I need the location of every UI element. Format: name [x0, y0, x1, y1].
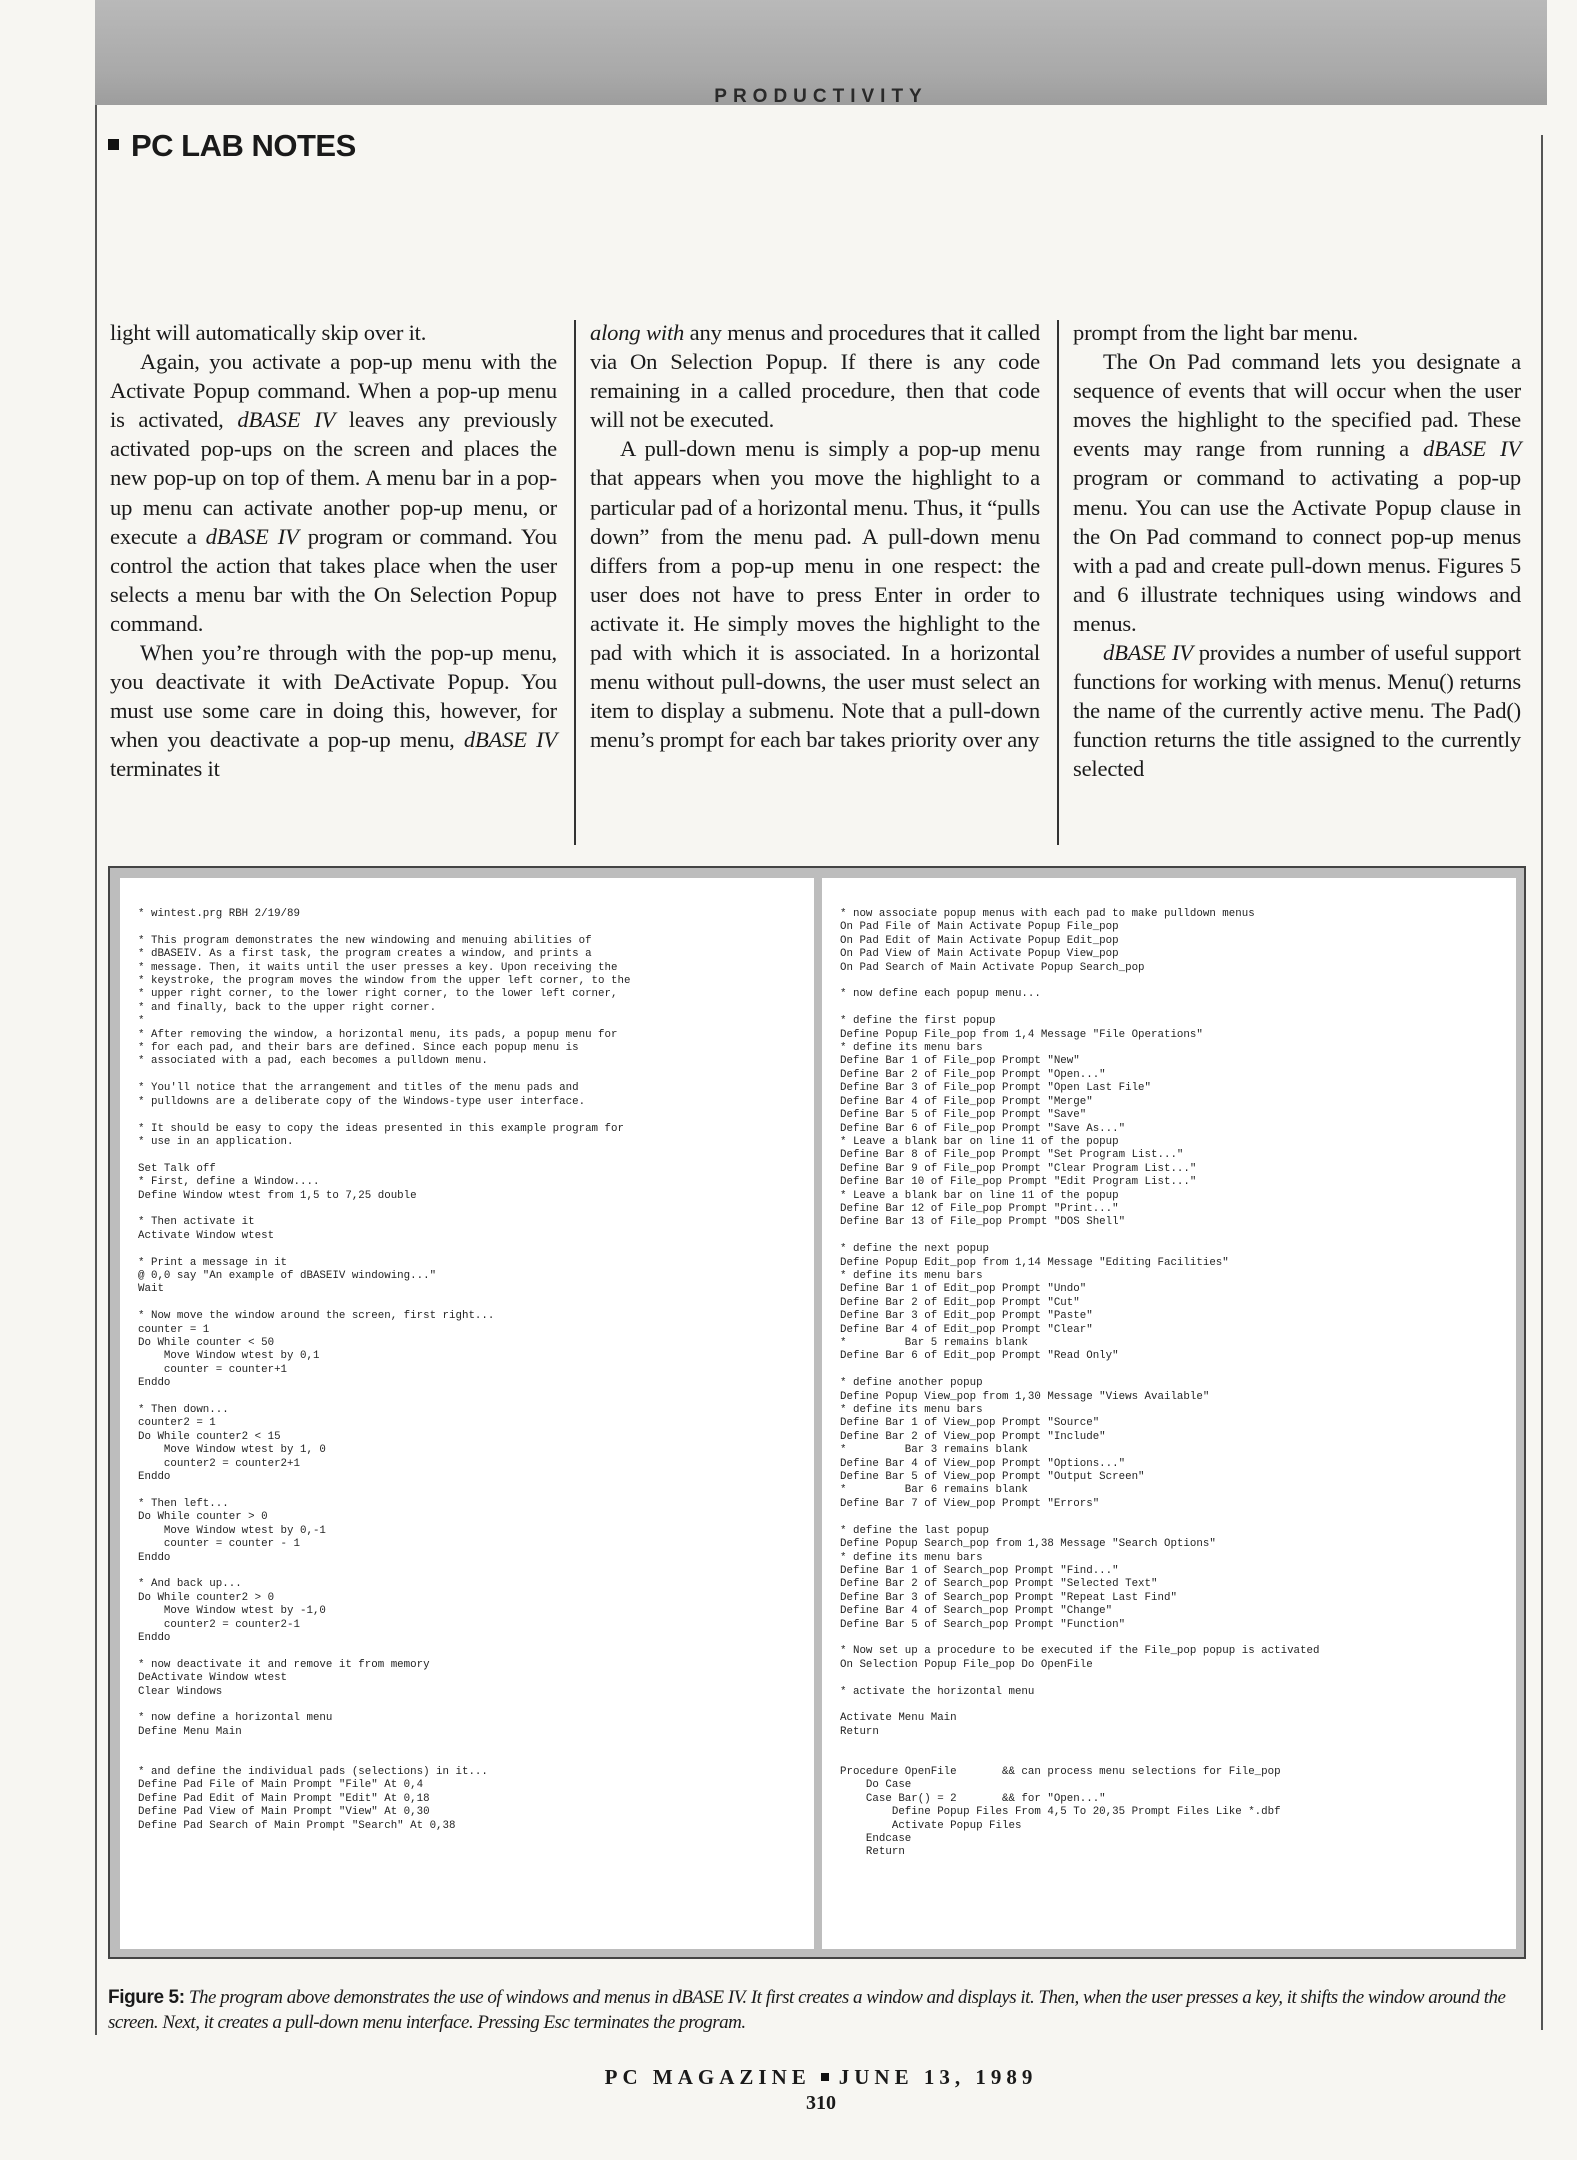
- left-rule: [95, 105, 97, 2035]
- code-listing-left: * wintest.prg RBH 2/19/89 * This program demonstrates the new windowing and menuing abilities of * dBASEIV. As a first task, the program creates a window, and prints a * message. Then, it waits until the user presses a key. Upon receiving the * keystroke, the program moves the window from the upper left corner, to the * upper right corner, to the lower right corner, to the lower left corner, * and finally, back to the upper right corner. * * After removing the window, a horizontal menu, its pads, a popup menu for * for each pad, and their bars are defined. Since each popup menu is * associated with a pad, each becomes a pulldown menu. * You'll notice that the arrangement and titles of the menu pads and * pulldowns are a deliberate copy of the Windows-type user interface. * It should be easy to copy the ideas presented in this example program for * use in an application. Set Talk off * First, define a Window.... Define Window wtest from 1,5 to 7,25 double * Then activate it Activate Window wtest * Print a message in it @ 0,0 say "An example of dBASEIV windowing..." Wait * Now move the window around the screen, first right... counter = 1 Do While counter < 50 Move Window wtest by 0,1 counter = counter+1 Enddo * Then down... counter2 = 1 Do While counter2 < 15 Move Window wtest by 1, 0 counter2 = counter2+1 Enddo * Then left... Do While counter > 0 Move Window wtest by 0,-1 counter = counter - 1 Enddo * And back up... Do While counter2 > 0 Move Window wtest by -1,0 counter2 = counter2-1 Enddo * now deactivate it and remove it from memory DeActivate Window wtest Clear Windows * now define a horizontal menu Define Menu Main * and define the individual pads (selections) in it... Define Pad File of Main Prompt "File" At 0,4 Define Pad Edit of Main Prompt "Edit" At 0,18 Define Pad View of Main Prompt "View" At 0,30 Define Pad Search of Main Prompt "Search" At 0,38: [138, 908, 631, 1832]
- article-paragraph: along with any menus and procedures that it called via On Selection Popup. If there is any code remaining in a called procedure, then that code will not be executed.: [590, 320, 1040, 433]
- code-panel-left: [120, 878, 814, 1949]
- figure-listing: [108, 866, 1526, 1959]
- right-rule: [1541, 135, 1543, 2030]
- article-column-3: [1073, 318, 1521, 784]
- caption-text: The program above demonstrates the use of windows and menus in dBASE IV. It first creates a window and displays it. Then, when the user presses a key, it shifts the window around the screen. Next, it creates a pull-down menu interface. Pressing Esc terminates the program.: [108, 1987, 1506, 2033]
- bullet-square-icon: [821, 2073, 829, 2081]
- article-column-2: [590, 318, 1040, 754]
- magazine-name: PC MAGAZINE: [604, 2065, 811, 2089]
- article-column-1: [110, 318, 557, 784]
- column-rule: [1057, 320, 1059, 845]
- bullet-square-icon: [108, 139, 119, 150]
- article-paragraph: The On Pad command lets you designate a sequence of events that will occur when the user moves the highlight to the specified pad. These events may range from running a dBASE IV program or command to activating a pop-up menu. You can use the Activate Popup clause in the On Pad command to connect pop-up menus with a pad and create pull-down menus. Figures 5 and 6 illustrate techniques using windows and menus.: [1073, 349, 1521, 636]
- figure-caption: [108, 1985, 1548, 2035]
- code-panel-right: [822, 878, 1516, 1949]
- article-paragraph: A pull-down menu is simply a pop-up menu that appears when you move the highlight to a particular pad of a horizontal menu. Thus, it “pulls down” from the menu pad. A pull-down menu differs from a pop-up menu in one respect: the user does not have to press Enter in order to activate it. He simply moves the highlight to the pad with which it is associated. In a horizontal menu without pull-downs, the user must select an item to display a submenu. Note that a pull-down menu’s prompt for each bar takes priority over any: [590, 436, 1040, 753]
- department-heading: [108, 128, 356, 164]
- section-label: PRODUCTIVITY: [714, 86, 928, 107]
- code-listing-right: * now associate popup menus with each pad to make pulldown menus On Pad File of Main Activate Popup File_pop On Pad Edit of Main Activate Popup Edit_pop On Pad View of Main Activate Popup View_pop On Pad Search of Main Activate Popup Search_pop * now define each popup menu... * define the first popup Define Popup File_pop from 1,4 Message "File Operations" * define its menu bars Define Bar 1 of File_pop Prompt "New" Define Bar 2 of File_pop Prompt "Open..." Define Bar 3 of File_pop Prompt "Open Last File" Define Bar 4 of File_pop Prompt "Merge" Define Bar 5 of File_pop Prompt "Save" Define Bar 6 of File_pop Prompt "Save As..." * Leave a blank bar on line 11 of the popup Define Bar 8 of File_pop Prompt "Set Program List..." Define Bar 9 of File_pop Prompt "Clear Program List..." Define Bar 10 of File_pop Prompt "Edit Program List..." * Leave a blank bar on line 11 of the popup Define Bar 12 of File_pop Prompt "Print..." Define Bar 13 of File_pop Prompt "DOS Shell" * define the next popup Define Popup Edit_pop from 1,14 Message "Editing Facilities" * define its menu bars Define Bar 1 of Edit_pop Prompt "Undo" Define Bar 2 of Edit_pop Prompt "Cut" Define Bar 3 of Edit_pop Prompt "Paste" Define Bar 4 of Edit_pop Prompt "Clear" * Bar 5 remains blank Define Bar 6 of Edit_pop Prompt "Read Only" * define another popup Define Popup View_pop from 1,30 Message "Views Available" * define its menu bars Define Bar 1 of View_pop Prompt "Source" Define Bar 2 of View_pop Prompt "Include" * Bar 3 remains blank Define Bar 4 of View_pop Prompt "Options..." Define Bar 5 of View_pop Prompt "Output Screen" * Bar 6 remains blank Define Bar 7 of View_pop Prompt "Errors" * define the last popup Define Popup Search_pop from 1,38 Message "Search Options" * define its menu bars Define Bar 1 of Search_pop Prompt "Find..." Define Bar 2 of Search_pop Prompt "Selected Text" Define Bar 3 of Search_pop Prompt "Repeat Last Find" Define Bar 4 of Search_pop Prompt "Change" Define Bar 5 of Search_pop Prompt "Function" * Now set up a procedure to be executed if the File_pop popup is activated On Selection Popup File_pop Do OpenFile * activate the horizontal menu Activate Menu Main Return Procedure OpenFile && can process menu selections for File_pop Do Case Case Bar() = 2 && for "Open..." Define Popup Files From 4,5 To 20,35 Prompt Files Like *.dbf Activate Popup Files Endcase Return: [840, 908, 1320, 1859]
- issue-date: JUNE 13, 1989: [838, 2065, 1038, 2089]
- article-paragraph: prompt from the light bar menu.: [1073, 320, 1358, 345]
- article-paragraph: When you’re through with the pop-up menu, you deactivate it with DeActivate Popup. You must use some care in doing this, however, for when you deactivate a pop-up menu, dBASE IV terminates it: [110, 640, 557, 782]
- department-title: PC LAB NOTES: [131, 128, 356, 163]
- caption-label: Figure 5:: [108, 1987, 185, 2008]
- article-paragraph: Again, you activate a pop-up menu with the Activate Popup command. When a pop-up menu is activated, dBASE IV leaves any previously activated pop-ups on the screen and places the new pop-up on top of them. A menu bar in a pop-up menu can activate another pop-up menu, or execute a dBASE IV program or command. You control the action that takes place when the user selects a menu bar with the On Selection Popup command.: [110, 349, 557, 636]
- column-rule: [574, 320, 576, 845]
- page-number: 310: [806, 2092, 836, 2114]
- article-paragraph: dBASE IV provides a number of useful support functions for working with menus. Menu() returns the name of the currently active menu. The Pad() function returns the title assigned to the currently selected: [1073, 640, 1521, 782]
- article-paragraph: light will automatically skip over it.: [110, 320, 427, 345]
- page-footer: [95, 2065, 1547, 2090]
